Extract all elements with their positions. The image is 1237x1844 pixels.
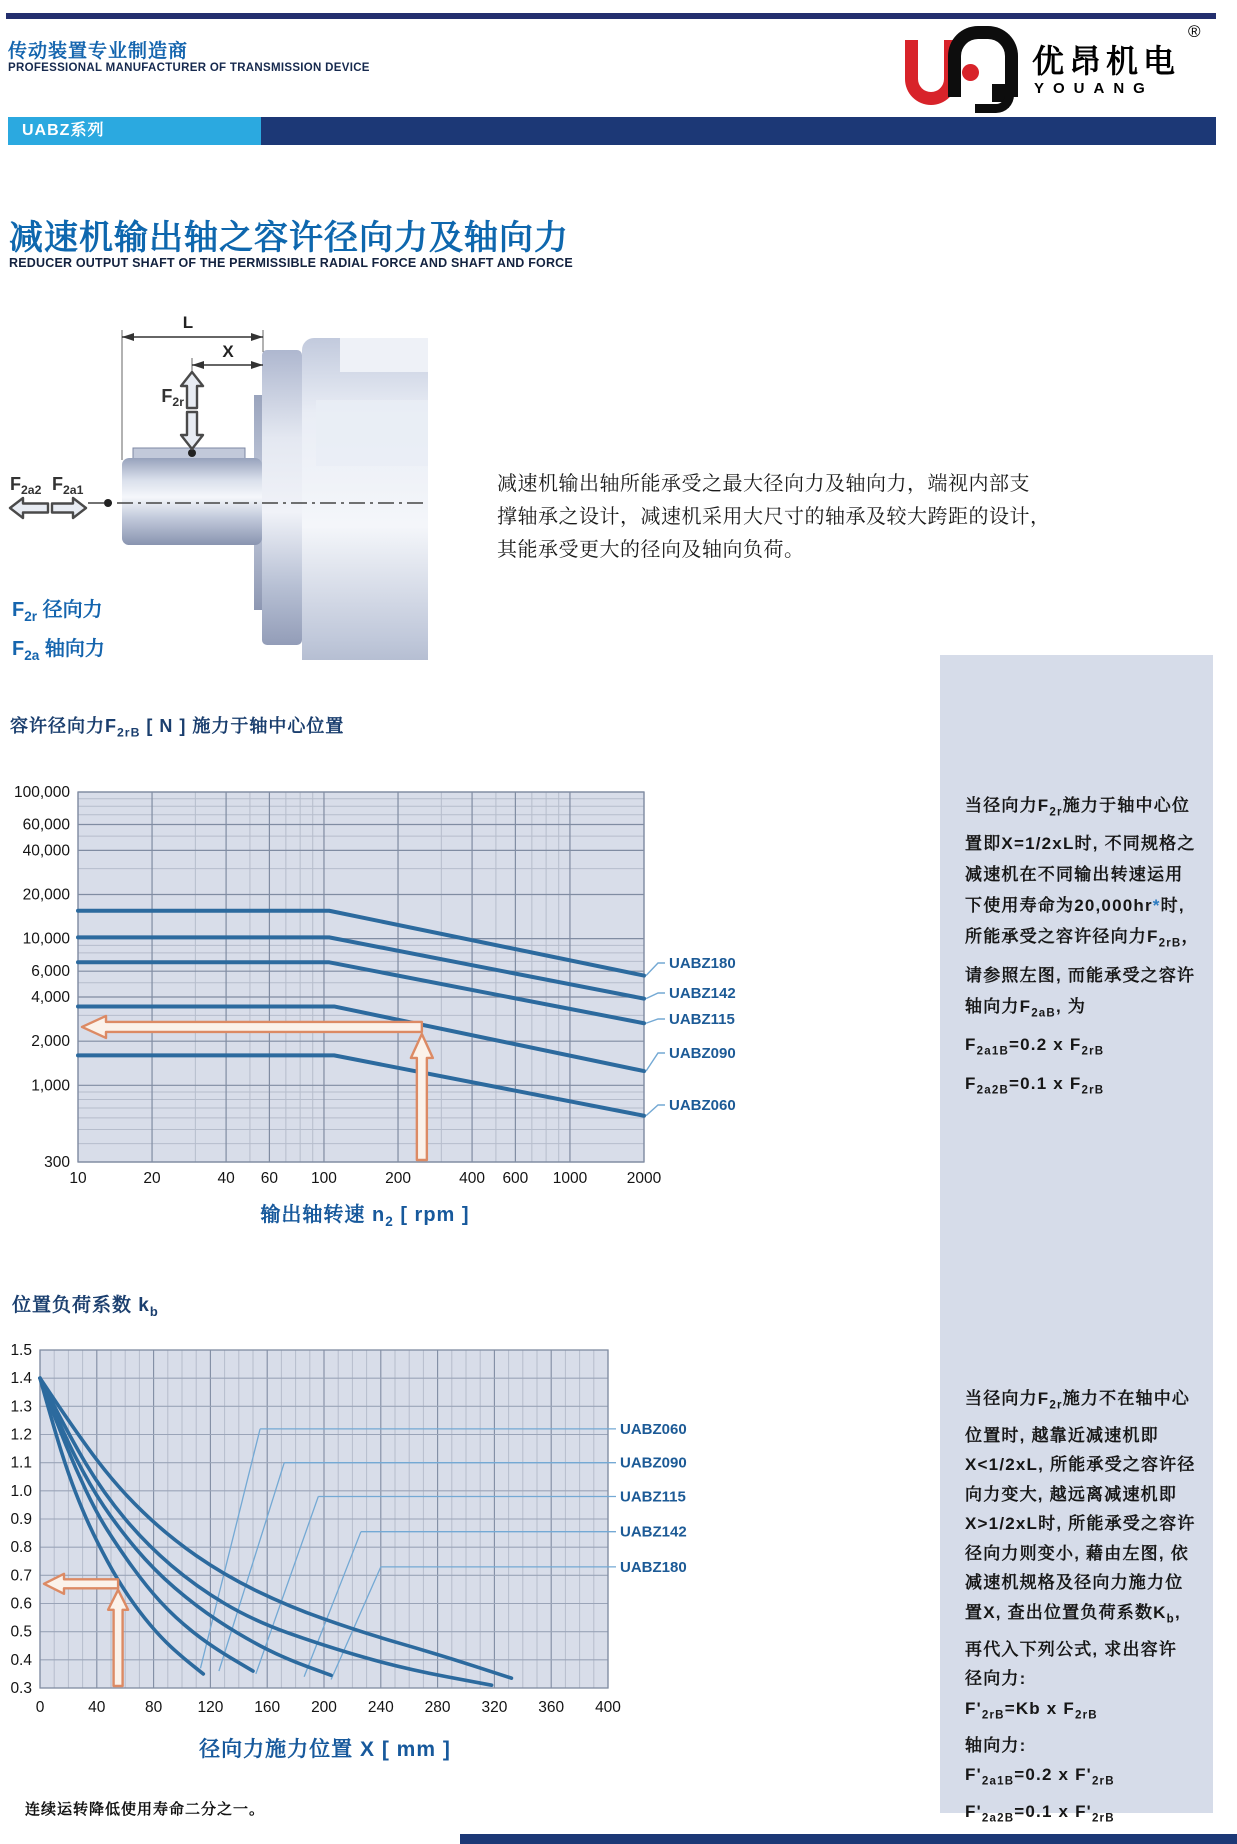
annotation-arrow-horizontal [10, 498, 48, 518]
force-symbol-legend [12, 594, 105, 672]
top-rule-bar [6, 13, 1216, 19]
x-tick-label: 60 [260, 1170, 279, 1187]
sidebar-line: 所能承受之容许径向力$F_{2rB}$， [965, 927, 1200, 950]
legend-label-UABZ060: UABZ060 [620, 1420, 687, 1438]
sidebar-line: $F_{2a1B}=0.2$ x $F_{2rB}$ [965, 1035, 1105, 1058]
y-tick-label: 0.9 [10, 1511, 32, 1528]
intro-line: 其能承受更大的径向及轴向负荷。 [497, 539, 805, 561]
brand-name-cn: 优昂机电 [1032, 43, 1181, 79]
y-tick-label: 2,000 [31, 1033, 70, 1051]
y-tick-label: 0.4 [10, 1651, 32, 1669]
x-tick-label: 20 [143, 1170, 161, 1187]
x-tick-label: 100 [311, 1170, 337, 1187]
x-tick-label: 240 [367, 1699, 394, 1716]
force-legend-line: $F_{2a}$ 轴向力 [12, 638, 105, 663]
sidebar-line: 置X, 查出位置负荷系数$K_b$, [965, 1602, 1181, 1626]
logo-hook-icon [975, 88, 1014, 113]
y-tick-label: 0.7 [10, 1567, 32, 1585]
y-tick-label: 40,000 [22, 842, 70, 860]
series-tab: UABZ系列 [8, 117, 261, 145]
legend-callout [646, 963, 665, 976]
y-tick-label: 0.6 [10, 1595, 32, 1613]
dim-label-l: L [182, 313, 194, 332]
y-tick-label: 0.5 [10, 1623, 32, 1641]
annotation-arrow-horizontal [52, 498, 86, 518]
output-shaft [122, 458, 262, 545]
y-tick-label: 1.0 [10, 1482, 32, 1500]
force-legend-line: $F_{2r}$ 径向力 [12, 599, 103, 624]
brand-name-en: YOUANG [1034, 80, 1154, 97]
x-tick-label: 400 [459, 1170, 486, 1187]
y-tick-label: 0.8 [10, 1539, 32, 1557]
legend-callout [646, 1019, 665, 1023]
sidebar-note-centered-load [965, 790, 1201, 1106]
dim-arrowhead [192, 361, 204, 369]
legend-label-UABZ142: UABZ142 [620, 1523, 687, 1541]
footnote-star: * [1152, 896, 1161, 916]
gearbox-body [302, 338, 428, 660]
x-tick-label: 2000 [626, 1170, 662, 1187]
dim-arrowhead [251, 361, 263, 369]
sidebar-line: 轴向力: [965, 1735, 1027, 1755]
force-application-point [188, 449, 196, 457]
legend-callout [646, 993, 665, 999]
legend-label-UABZ090: UABZ090 [620, 1454, 687, 1472]
logo-dot-icon [962, 64, 979, 81]
sidebar-line: 径向力则变小, 藉由左图, 依 [965, 1543, 1189, 1563]
y-tick-label: 1.1 [10, 1454, 32, 1472]
x-tick-label: 320 [481, 1699, 508, 1716]
sidebar-line: 当径向力$F_{2r}$施力于轴中心位 [965, 796, 1191, 819]
x-tick-label: 40 [88, 1699, 106, 1716]
bottom-rule-bar [460, 1834, 1237, 1844]
sidebar-line: $F'_{2a2B}=0.1$ x $F'_{2rB}$ [965, 1802, 1115, 1825]
x-tick-label: 360 [538, 1699, 565, 1716]
y-tick-label: 100,000 [13, 784, 70, 801]
chart2-title: 位置负荷系数 $k_b$ [12, 1295, 159, 1319]
sidebar-line: 径向力: [965, 1669, 1027, 1689]
legend-label-UABZ180: UABZ180 [669, 955, 736, 972]
page-title-en: REDUCER OUTPUT SHAFT OF THE PERMISSIBLE RADIAL FORCE AND SHAFT AND FORCE [9, 256, 573, 270]
y-tick-label: 10,000 [22, 930, 70, 948]
x-tick-label: 10 [69, 1170, 87, 1187]
logo-n-mark-icon [948, 26, 1018, 97]
center-point [104, 499, 112, 507]
intro-line: 撑轴承之设计，减速机采用大尺寸的轴承及较大跨距的设计， [497, 506, 1051, 528]
y-tick-label: 1.5 [10, 1342, 32, 1359]
chart1-x-axis-label: 输出轴转速 $n_2$ [ rpm ] [260, 1204, 470, 1229]
x-tick-label: 1000 [552, 1170, 588, 1187]
intro-paragraph [497, 468, 1137, 567]
header-slogan-cn: 传动装置专业制造商 [8, 41, 189, 62]
x-tick-label: 200 [311, 1699, 337, 1716]
position-load-factor-chart [0, 1330, 770, 1730]
registered-trademark-icon: ® [1188, 22, 1201, 41]
page-title-cn: 减速机输出轴之容许径向力及轴向力 [9, 219, 569, 257]
x-tick-label: 600 [502, 1170, 529, 1187]
header-slogan-en: PROFESSIONAL MANUFACTURER OF TRANSMISSION DEVICE [8, 62, 370, 74]
sidebar-line: 当径向力$F_{2r}$施力不在轴中心 [965, 1389, 1191, 1412]
x-tick-label: 80 [144, 1699, 163, 1716]
sidebar-note-offset-load [965, 1384, 1201, 1834]
y-tick-label: 1.4 [10, 1370, 32, 1388]
y-tick-label: 6,000 [31, 963, 70, 981]
gearbox-bore-highlight [316, 400, 428, 466]
sidebar-line: 减速机在不同输出转速运用 [965, 865, 1184, 885]
dim-arrowhead [251, 333, 263, 341]
y-tick-label: 1.3 [10, 1398, 32, 1416]
annotation-arrow-vertical [181, 372, 203, 408]
sidebar-line: $F'_{2a1B}=0.2$ x $F'_{2rB}$ [965, 1765, 1115, 1788]
force-radial-label: $F_{2r}$ [161, 386, 184, 409]
chart1-title: 容许径向力$F_{2rB}$ [ N ] 施力于轴中心位置 [10, 716, 345, 740]
sidebar-line: 请参照左图, 而能承受之容许 [965, 965, 1196, 985]
legend-label-UABZ060: UABZ060 [669, 1097, 736, 1114]
sidebar-line: $F'_{2rB}=Kb$ x $F_{2rB}$ [965, 1698, 1098, 1722]
tab-bar-fill [261, 117, 1216, 145]
y-tick-label: 20,000 [22, 886, 70, 904]
sidebar-line: 置即X=1/2xL时, 不同规格之 [965, 834, 1196, 854]
x-tick-label: 40 [217, 1170, 235, 1187]
x-tick-label: 200 [385, 1170, 411, 1187]
legend-label-UABZ090: UABZ090 [669, 1045, 736, 1062]
x-tick-label: 120 [197, 1699, 224, 1716]
y-tick-label: 1,000 [31, 1077, 70, 1095]
legend-label-UABZ115: UABZ115 [669, 1011, 735, 1028]
sidebar-line: $F_{2a2B}=0.1$ x $F_{2rB}$ [965, 1073, 1105, 1096]
sidebar-line: 下使用寿命为20,000hr*时, [965, 896, 1185, 916]
x-tick-label: 400 [595, 1699, 621, 1716]
annotation-arrow-vertical [181, 412, 203, 449]
y-tick-label: 300 [44, 1154, 70, 1171]
sidebar-line: 轴向力$F_{2aB}$, 为 [965, 996, 1087, 1020]
footnote: 连续运转降低使用寿命二分之一。 [25, 1801, 266, 1818]
permissible-radial-force-chart [0, 770, 770, 1210]
sidebar-line: X<1/2xL, 所能承受之容许径 [965, 1455, 1196, 1475]
sidebar-line: X>1/2xL时, 所能承受之容许 [965, 1514, 1196, 1534]
sidebar-line: 再代入下列公式, 求出容许 [965, 1639, 1178, 1659]
dim-label-x: X [222, 342, 234, 361]
legend-label-UABZ142: UABZ142 [669, 985, 736, 1002]
dim-arrowhead [122, 333, 134, 341]
intro-line: 减速机输出轴所能承受之最大径向力及轴向力，端视内部支 [497, 473, 1030, 495]
y-tick-label: 60,000 [22, 816, 70, 834]
flange-plate [262, 350, 302, 645]
sidebar-line: 向力变大, 越远离减速机即 [965, 1484, 1178, 1504]
y-tick-label: 1.2 [10, 1426, 32, 1444]
gearbox-body-notch [340, 338, 428, 372]
y-tick-label: 4,000 [31, 989, 70, 1007]
legend-label-UABZ115: UABZ115 [620, 1488, 686, 1506]
x-tick-label: 160 [254, 1699, 281, 1716]
legend-label-UABZ180: UABZ180 [620, 1558, 687, 1576]
legend-callout [646, 1105, 665, 1116]
force-axial1-label: $F_{2a1}$ [52, 474, 84, 497]
chart2-x-axis-label: 径向力施力位置 X [ mm ] [199, 1738, 451, 1761]
y-tick-label: 0.3 [10, 1680, 32, 1697]
x-tick-label: 280 [424, 1699, 451, 1716]
x-tick-label: 0 [35, 1699, 45, 1716]
force-axial2-label: $F_{2a2}$ [10, 474, 42, 497]
legend-callout [646, 1053, 665, 1071]
sidebar-line: 减速机规格及径向力施力位 [965, 1573, 1184, 1593]
sidebar-line: 位置时, 越靠近减速机即 [965, 1425, 1159, 1445]
